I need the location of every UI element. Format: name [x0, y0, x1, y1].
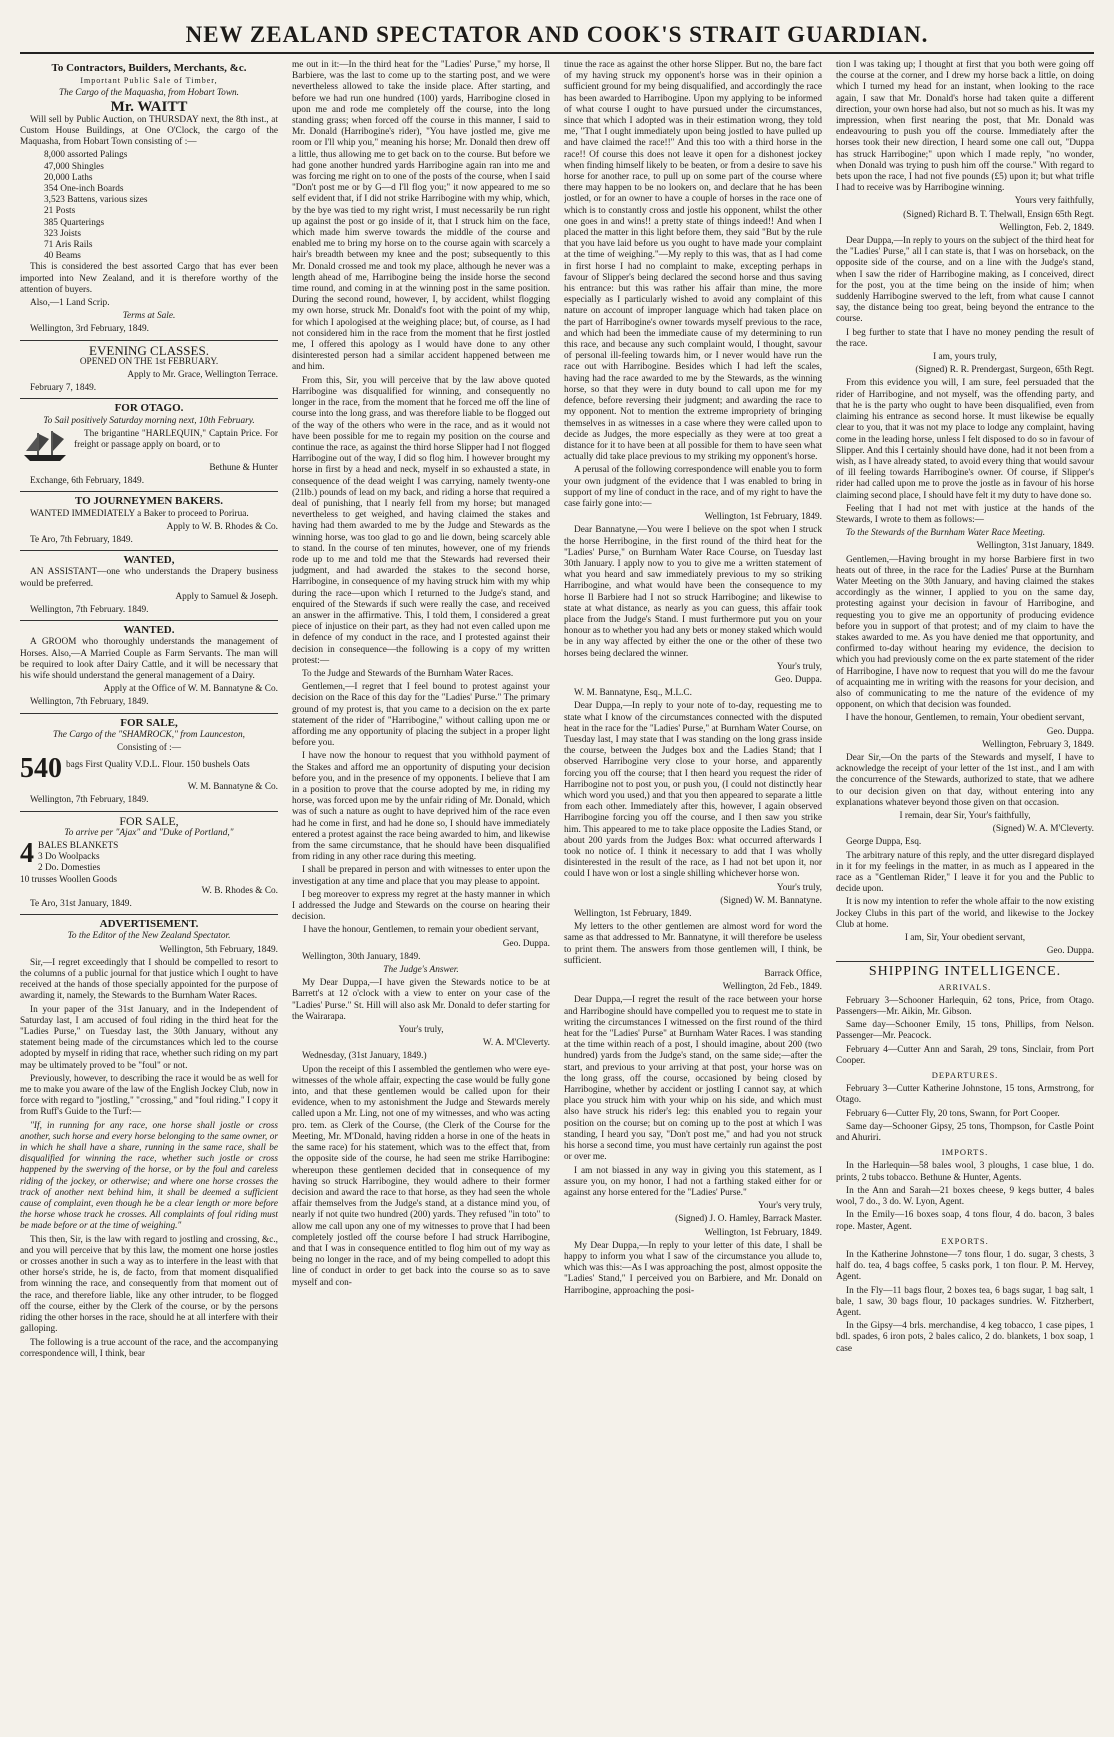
letter-closing: Your's truly,: [776, 882, 822, 893]
signature: (Signed) R. R. Prendergast, Surgeon, 65th Regt.: [915, 365, 1094, 376]
list-item: In the Gipsy—4 brls. merchandise, 4 keg tobacco, 1 case pipes, 1 bdl. spades, 6 iron pots, 2 bales calico, 2 do. blankets, 1 box soap, 1 case: [836, 1321, 1094, 1354]
divider: [20, 491, 278, 492]
list-item: 21 Posts: [44, 206, 76, 217]
paragraph: I am not biassed in any way in giving you this statement, as I assure you, on my honor, I had not a farthing staked either for or against any horse entered for the "Ladies' Purse.": [564, 1165, 822, 1198]
divider: [20, 340, 278, 341]
list-item: 10 trusses Woollen Goods: [20, 874, 117, 885]
waitt-also: Also,—1 Land Scrip.: [30, 298, 110, 309]
shipping-title: SHIPPING INTELLIGENCE.: [868, 964, 1062, 980]
signature: Geo. Duppa.: [1046, 946, 1094, 957]
paragraph: Dear Sir,—On the parts of the Stewards and myself, I have to acknowledge the receipt of your letter of the 1st inst., and I am with the concurrence of the Stewards, authorized to state, that we adhere to our decision given on that day, without entering into any explanations whatever beyond those given on that occasion.: [836, 752, 1094, 808]
sale1-consisting: Consisting of :—: [116, 742, 182, 753]
list-item: 8,000 assorted Palings: [44, 150, 128, 161]
waitt-tail: This is considered the best assorted Cargo that has ever been imported into New Zealand, and it is therefore worthy of the attention of buyers.: [20, 262, 278, 295]
letter-date: Wellington, 2d Feb., 1849.: [722, 982, 822, 993]
list-item: 3,523 Battens, various sizes: [44, 195, 148, 206]
letter-recipient: To the Judge and Stewards of the Burnham Water Races.: [302, 668, 514, 679]
waitt-date: Wellington, 3rd February, 1849.: [30, 324, 149, 335]
paragraph: Sir,—I regret exceedingly that I should be compelled to resort to the columns of a public journal for that justice which I ought to have received at the hands of those specially appointed for the purpose of awarding it, namely, the Stewards to the Burnham Water Races.: [20, 957, 278, 1002]
paragraph: "If, in running for any race, one horse shall jostle or cross another, such horse and every horse belonging to the same owner, or in which he shall have a share, running in the same race, shall be disqualified for winning the race, whether such jostle or cross happened by the swerving of the horse, or by the foul and careless riding of the jockey, or otherwise; and where one horse crosses the track of another next behind him, it shall be deemed a sufficient cause of complaint, even though he be a clear length or more before the horse whose track he crosses. All complaints of foul riding must be made before or at the time of weighing.": [20, 1120, 278, 1232]
letter-date: Wellington, February 3, 1849.: [982, 739, 1094, 750]
paragraph: From this, Sir, you will perceive that by the law above quoted Harribogine was disqualified for winning, and consequently no longer in the race, from the moment that he forced me off the line of course into the long grass, and was therefore liable to be flogged out of the way of the others who were in the race, and as it would not have been possible for me to regain my position on the course and continue the race, as against the third horse Slipper had I not flogged Harribogine out of the way, I did so flog him. I however brought my horse in first by a head and neck, myself in so exhausted a state, in consequence of the dead weight I was carrying, namely twenty-one (21lb.) pounds of lead on my back, and riding a horse that required a deal of punishing, that I nearly fell from my horse; but managed nevertheless to get weighed, and having claimed the stakes and having had them awarded to me by the Judge and Stewards as the winning horse, was too glad to go and lie down, being scarcely able to stand. In the course of ten minutes, however, one of my friends rode up to me and told me that the Stewards had reversed their judgment, and had awarded the stakes to the second horse, Harribogine, in consequence of my having struck him with my whip during the race—upon which I returned to the Judge's stand, and enquired of the Stewards if such were really the case, and received an answer in the affirmative. This, I told them, I considered a great piece of injustice on their part, as they had not even called upon me in defence of my conduct in the race, and I protested against their decision in consequence—the following is a copy of my written protest:—: [292, 375, 550, 666]
wanted2-heading: WANTED.: [123, 624, 175, 637]
list-item: In the Ann and Sarah—21 boxes cheese, 9 kegs butter, 4 bales wool, 7 do., 3 do. W. Lyon, Agent.: [836, 1185, 1094, 1208]
signature: (Signed) W. A. M'Cleverty.: [992, 824, 1094, 835]
letter-date: Wellington, 31st January, 1849.: [976, 541, 1094, 552]
waitt-cargo: The Cargo of the Maquasha, from Hobart Town.: [58, 88, 240, 99]
paragraph: My Dear Duppa,—I have given the Stewards notice to be at Barrett's at 12 o'clock with a view to enter on your case of the "Ladies' Purse." St. Hill will also ask Mr. Donald to defer starting for the Wairarapa.: [292, 978, 550, 1022]
otago-subheading: To Sail positively Saturday morning next, 10th February.: [43, 415, 255, 426]
waitt-name: Mr. WAITT: [110, 98, 188, 115]
signature: Geo. Duppa.: [502, 938, 550, 949]
paragraph: I beg moreover to express my regret at the hasty manner in which I addressed the Judge and Stewards on the course on hearing their decision.: [292, 889, 550, 923]
column-1: [20, 60, 278, 1710]
signature: (Signed) W. M. Bannatyne.: [720, 895, 822, 906]
letter-date: Wellington, 1st February, 1849.: [704, 512, 822, 523]
paragraph: tion I was taking up; I thought at first that you both were going off the course at the corner, and I drew my horse back a little, on doing which I turned my head for an instant, when looking to the race again, I saw that Mr. Donald's horse had taken quite a different direction, your own horse had also, but not so much as his. It was my impression, when first nearing the post, that Mr. Donald was endeavouring to push you off the course. Immediately after the horses took their new direction, I heard some one call out, "Duppa has struck Harribogine;" upon which I made reply, "no wonder, when Donald was trying to push him off the course." With regard to bets upon the race, I had not five pounds (£5) upon it; but what trifle I had to receive was by Harribogine winning.: [836, 60, 1094, 194]
paragraph: Dear Bannatyne,—You were I believe on the spot when I struck the horse Herribogine, in the first round of the third heat for the "Ladies' Purse," on Burnham Water Race Course, on Tuesday last 30th January. I apply now to you to give me a written statement of what you heard and saw immediately previous to my so striking Harribogine, and what would have been the consequence to my horse Il Barbiere had I not so struck Harribogine; and likewise to state at what distance, as nearly as you can guess, this affair took place from the Judge's Stand. I must furthermore put you on your honour as to whether you had any bets or money staked which would be in any way affected by either the one or the other of these two horses being declared the winner.: [564, 525, 822, 659]
waitt-heading: To Contractors, Builders, Merchants, &c.: [51, 62, 247, 74]
sale1-subheading: The Cargo of the "SHAMROCK," from Launceston,: [52, 729, 246, 740]
divider: [20, 620, 278, 621]
divider: [20, 398, 278, 399]
evening-apply: Apply to Mr. Grace, Wellington Terrace.: [127, 370, 278, 381]
divider: [20, 550, 278, 551]
paragraph: me out in it:—In the third heat for the "Ladies' Purse," my horse, Il Barbiere, was the last to come up to the starting post, and we were nevertheless allowed to take the inside place. After starting, and before we had run one hundred (100) yards, Harribogine closed in upon me and rode me completely off the course, into the long standing grass; when forced off the course in this manner, I said to Mr. Donald (Harribogine's rider), "You have jostled me, give me room or I'll whip you," meaning his horse; Mr. Donald then drew off a little, thus allowing me to get back on to the course. But before we had gone another hundred yards Harribogine again ran into me and was forcing me right on to one of the posts of the course, when I said "Don't post me or by G—d I'll flog you;" it now appeared to me so self evident that, if I did not strike Harribogine with my whip, which, by the bye was tied to my right wrist, I must necessarily be run right up against the post or go inside of it, that I struck him on the face, which made him swerve towards the middle of the course and enabled me to bring my horse on to the course again with scarcely a hair's breadth between my knee and the post; subsequently to this Mr. Donald crossed me and took my place, although he never was a length ahead of me, Harribogine being the inside horse the second time round, and coming in at the winning post in the same position. During the second round, however, I, by accident, whilst flogging my own horse, struck Mr. Donald's foot with the point of my whip, for which I apologised at the weighing place; but, of course, as I had not considered him in the race from the moment that he first jostled me, I offered this apology as I would have done to any other disinterested person had a similar accident happened between me and him.: [292, 60, 550, 373]
sale1-number: 540: [20, 756, 62, 783]
paragraph: This then, Sir, is the law with regard to jostling and crossing, &c., and you will perceive that by this law, the moment one horse jostles or crosses another in such a way as to interfere in the least with that other horse's stride, he is, de facto, from that moment disqualified from winning the race, and consequently from that moment out of the race, and therefore liable, like any other intruder, to be flogged off the course, either by the Clerk of the course, or by the persons riding the other horses in the race, should he at all interfere with their galloping.: [20, 1234, 278, 1335]
paragraph: A perusal of the following correspondence will enable you to form your own judgment of the evidence that I was enabled to bring in support of my line of conduct in the race, and of my right to have the case fairly gone into:—: [564, 465, 822, 509]
list-item: 71 Aris Rails: [44, 240, 93, 251]
bakers-date: Te Aro, 7th February, 1849.: [30, 534, 133, 545]
sale2-agent: W. B. Rhodes & Co.: [201, 885, 278, 896]
letter-date: Wellington, Feb. 2, 1849.: [999, 222, 1094, 233]
list-item: 20,000 Laths: [44, 172, 93, 183]
signature: (Signed) J. O. Hamley, Barrack Master.: [675, 1214, 822, 1225]
list-item: 323 Joists: [44, 228, 81, 239]
divider: [20, 811, 278, 812]
list-item: 354 One-inch Boards: [44, 184, 124, 195]
paragraph: From this evidence you will, I am sure, feel persuaded that the rider of Harribogine, and not myself, was the offending party, and that he is the party who ought to have been disqualified, even from claiming his entrance as second horse. It must likewise be equally clear to you, that it was not my place to lodge any complaint, having come in the leading horse, unless I felt disposed to do so in favour of Slipper. And this I certainly should have done, had it not been from a wish, as I have already stated, to avoid every thing that would savour of ill feeling towards Harribogine's owner. Of course, if Slipper's rider had called upon me to prove the jostle as in favour of his horse claiming second place, I should have felt it my duty to have done so.: [836, 378, 1094, 501]
list-item: BALES BLANKETS: [38, 840, 119, 851]
letter-date: Wednesday, (31st January, 1849.): [302, 1051, 427, 1062]
advert-heading: ADVERTISEMENT.: [99, 918, 199, 931]
signature: Geo. Duppa.: [1046, 726, 1094, 737]
wanted1-apply: Apply to Samuel & Joseph.: [175, 591, 278, 602]
bakers-apply: Apply to W. B. Rhodes & Co.: [166, 521, 278, 532]
evening-body: OPENED ON THE 1st FEBRUARY.: [79, 356, 219, 367]
paragraph: In your paper of the 31st January, and in the Independent of Saturday last, I am accused of foul riding in the third heat for the "Ladies Purse," on Tuesday last, the 30th January, without any statement being made of the circumstances which led to the course adopted by myself in riding that race, whether such riding on my part may be ultimately proved to be "foul" or not.: [20, 1004, 278, 1071]
divider: [20, 713, 278, 714]
list-item: 2 Do. Domesties: [38, 863, 101, 874]
sale2-number: 4: [20, 840, 34, 869]
paragraph: Dear Duppa,—In reply to yours on the subject of the third heat for the "Ladies' Purse," all I can state is, that I was on horseback, on the opposite side of the course, and on a line with the Judge's stand, when I saw the rider of Harribogine making, as I conceived, direct for the post, you at the time being on the inside of him; when suddenly Harribogine swerved to the left, from what cause I cannot say, the distance being too great, being beyond the entrance to the course.: [836, 236, 1094, 325]
paragraph: Gentlemen,—I regret that I feel bound to protest against your decision on the Race of this day for the "Ladies' Purse." The primary ground of my protest is, that you came to a decision on the ex parte statement of the rider of "Harribogine," without calling upon me or affording me any opportunity of placing the subject in a proper light before you.: [292, 682, 550, 749]
letter-date: Wellington, 30th January, 1849.: [302, 951, 421, 962]
list-item: In the Fly—11 bags flour, 2 boxes tea, 6 bags sugar, 1 bag salt, 1 bale, 1 saw, 30 bags flour, 10 packages sundries. W. Fitzherbert, Agent.: [836, 1285, 1094, 1318]
letter-closing: I am, Sir, Your obedient servant,: [904, 933, 1026, 944]
list-item: In the Emily—16 boxes soap, 4 tons flour, 4 do. bacon, 3 bales rope. Master, Agent.: [836, 1210, 1094, 1232]
paragraph: Gentlemen,—Having brought in my horse Barbiere first in two heats out of three, in the race for the Ladies' Purse at the Burnham Water Meeting on the 30th January, and having claimed the stakes accordingly as the winner, I applied to you on the same day, protesting against your decision in favour of Harribogine, and requesting you to give me an opportunity of producing evidence before you in support of that protest; and of my claim to have the stakes awarded to me. As you have denied me that opportunity, and confirmed to-day without hearing my evidence, the decision to which you had previously come on the ex parte statement of the rider of Harribogine, I have now to request that you will do me the favour of acquainting me in writing with the reasons for your decision, and also of communicating to me the nature of the evidence of my opponent, on which that decision was founded.: [836, 554, 1094, 711]
sale1-agent: W. M. Bannatyne & Co.: [187, 782, 278, 793]
paragraph: Previously, however, to describing the race it would be as well for me to make you aware of the law of the English Jockey Club, now in force with regard to "jostling," "crossing," and "foul riding." I copy it from Ruff's Guide to the Turf:—: [20, 1073, 278, 1118]
column-3: [564, 60, 822, 1710]
list-item: In the Harlequin—58 bales wool, 3 ploughs, 1 case blue, 1 do. prints, 2 tubs tobacco. Bethune & Hunter, Agents.: [836, 1161, 1094, 1183]
ship-icon: [20, 429, 70, 463]
wanted2-apply: Apply at the Office of W. M. Bannatyne & Co.: [103, 684, 278, 695]
paragraph: Feeling that I had not met with justice at the hands of the Stewards, I wrote to them as follows:—: [836, 503, 1094, 525]
bakers-heading: TO JOURNEYMEN BAKERS.: [74, 495, 223, 508]
letter-closing: I have the honour, Gentlemen, to remain your obedient servant,: [303, 925, 539, 936]
sale1-heading: FOR SALE,: [120, 716, 178, 729]
letter-closing: Your's truly,: [776, 661, 822, 672]
letter-recipient: To the Stewards of the Burnham Water Race Meeting.: [846, 528, 1046, 539]
imports-heading: IMPORTS.: [941, 1147, 989, 1158]
letter-closing: I remain, dear Sir, Your's faithfully,: [899, 811, 1031, 821]
list-item: 40 Beams: [44, 251, 81, 262]
divider: [836, 961, 1094, 962]
letter-closing: I am, yours truly,: [933, 352, 997, 363]
waitt-subheading: Important Public Sale of Timber,: [80, 76, 218, 86]
letter-closing: Yours very faithfully,: [1014, 196, 1094, 207]
paragraph: I shall be prepared in person and with witnesses to enter upon the investigation at any time and place that you may please to appoint.: [292, 865, 550, 887]
sale2-subheading: To arrive per "Ajax" and "Duke of Portland,": [64, 827, 234, 838]
sale2-items-block: [20, 841, 278, 886]
waitt-terms: Terms at Sale.: [122, 311, 176, 322]
list-item: Same day—Schooner Emily, 15 tons, Phillips, from Nelson. Passenger—Mr. Peacock.: [836, 1020, 1094, 1042]
list-item: February 6—Cutter Fly, 20 tons, Swann, for Port Cooper.: [846, 1108, 1060, 1119]
otago-body: The brigantine "HARLEQUIN," Captain Price. For freight or passage apply on board, or to: [74, 428, 278, 451]
paragraph: My Dear Duppa,—In reply to your letter of this date, I shall be happy to inform you what I saw of the circumstance you allude to, which was this:—As I was approaching the post, almost opposite the "Ladies' Stand," I perceived you on Barbiere, and Mr. Donald on Harribogine, approaching the posi-: [564, 1240, 822, 1296]
columns: [20, 60, 1094, 1710]
waitt-body: Will sell by Public Auction, on THURSDAY next, the 8th inst., at Custom House Buildings, at One O'Clock, the cargo of the Maquasha, from Hobart Town consisting of :—: [20, 114, 278, 148]
column-2: [292, 60, 550, 1710]
paragraph: Dear Duppa,—I regret the result of the race between your horse and Harribogine should have compelled you to request me to state in writing the circumstances I witnessed on the first round of the third heat for the "Ladies' Purse" at Burnham Water Races. I was standing at the time within reach of a post, I should imagine, about 200 (two hundred) yards from the Judge's stand, on the same side;—after the start, and previous to your arriving at that post, your horse was on the long grass, off the course, occasioned by being closed by Harribogine, whether by accident or jostling I cannot say, at which place you struck him with your whip on his side, and which must also have struck his rider's leg: this enabled you to regain your position on the course; but on coming up to the post at which I was standing, I heard you say, "Don't post me," and had you not struck his horse a second time, you must have certainly run against the post or over me.: [564, 995, 822, 1163]
paragraph: My letters to the other gentlemen are almost word for word the same as that addressed to Mr. Bannatyne, it will therefore be useless to print them. The answers from those gentlemen will, I think, be sufficient.: [564, 922, 822, 966]
letter-recipient: George Duppa, Esq.: [846, 837, 922, 848]
departures-heading: DEPARTURES.: [931, 1070, 999, 1081]
signature: Geo. Duppa.: [774, 674, 822, 685]
sale2-date: Te Aro, 31st January, 1849.: [30, 898, 132, 909]
letter-date: Wellington, 1st February, 1849.: [704, 1227, 822, 1238]
letter-closing: Your's very truly,: [758, 1201, 822, 1212]
sale1-date: Wellington, 7th February, 1849.: [30, 795, 149, 806]
paragraph: Dear Duppa,—In reply to your note of to-day, requesting me to state what I know of the circumstances connected with the disputed heat in the race for the "Ladies' Purse," at Burnham Water Course, on Tuesday last, I may state that I was standing on the long grass inside the course, between the Judges box and the Ladies Stand; that I observed Harribogine very close to your horse, and apparently forcing you off the course; that I then heard you request the rider of Harribogine not to post you, or push you, (I could not distinctly hear which word you used,) and that you then appeared to separate a little from each other. Immediately after this, however, I again observed Harribogine forcing you off the course, and I then saw you strike him. This appeared to me to take place opposite the Ladies Stand, or about 200 yards from the Judges Box: what occurred afterwards I took no notice of. I think it necessary to add that I was wholly disinterested in the result of the race, as I had not bet upon it, nor could I have won or lost a single shilling whichever horse won.: [564, 701, 822, 880]
exports-heading: EXPORTS.: [941, 1235, 989, 1246]
signature: W. A. M'Cleverty.: [482, 1038, 550, 1049]
list-item: February 3—Schooner Harlequin, 62 tons, Price, from Otago. Passengers—Mr. Aikin, Mr. Gibson.: [836, 995, 1094, 1018]
otago-date: Exchange, 6th February, 1849.: [30, 476, 145, 487]
signature: (Signed) Richard B. T. Thelwall, Ensign 65th Regt.: [903, 209, 1094, 220]
paragraph: Upon the receipt of this I assembled the gentlemen who were eye-witnesses of the whole affair, expecting the case would be fully gone into, and that these gentlemen would be called upon for their evidence, when to my astonishment the Judge and Stewards merely called upon a Mr. Ling, not one of my witnesses, and who was acting pro. tem. as Clerk of the Course, (the Clerk of the Course for the Meeting, Mr. M'Donald, having ridden a horse in one of the heats in the same race) for his statement, which was to the effect that, from the opposite side of the course, he had seen me strike Harribogine: whereupon these gentlemen decided that in consequence of my having so struck Harribogine, they would adhere to their former decision and award the race to that horse, as they had seen the whole affair themselves from the Judge's stand, at a distance mind you, of nearly if not quite two hundred (200) yards. They refused "in toto" to allow me call upon any one of my witnesses to prove that I had been completely jostled off the course before I had struck Harribogine, and that I was in consequence entitled to flog him out of my way as being no longer in the race, and of my being compelled to adopt this line of conduct in order to get back into the course so as to save myself and con-: [292, 1064, 550, 1288]
sale2-heading: FOR SALE,: [119, 813, 179, 828]
wanted2-date: Wellington, 7th February, 1849.: [30, 697, 149, 708]
paragraph: I have now the honour to request that you withhold payment of the Stakes and afford me an opportunity of disputing your decision before you, and in the presence of my opponents. I believe that I am in a position to prove that the course adopted by me, in riding my horse, was forced upon me by the unfair riding of Mr. Donald, which was of such a nature as ought to have deprived him of the race even had he come in first, and had he done so, I should have immediately entered a protest against the race being awarded to him, and likewise from the same circumstance, that he should have been disqualified from riding in any other race during this meeting.: [292, 751, 550, 863]
letter-closing: I have the honour, Gentlemen, to remain, Your obedient servant,: [845, 713, 1085, 724]
arrivals-heading: ARRIVALS.: [938, 981, 992, 992]
letter-recipient: W. M. Bannatyne, Esq., M.L.C.: [574, 688, 692, 699]
sale1-items-block: [20, 756, 278, 782]
list-item: February 3—Cutter Katherine Johnstone, 15 tons, Armstrong, for Otago.: [836, 1084, 1094, 1106]
otago-agent: Bethune & Hunter: [209, 462, 278, 473]
list-item: 47,000 Shingles: [44, 161, 104, 172]
list-item: 385 Quarterings: [44, 217, 105, 228]
masthead: NEW ZEALAND SPECTATOR AND COOK'S STRAIT GUARDIAN.: [185, 22, 929, 47]
advert-to: To the Editor of the New Zealand Spectator.: [67, 931, 231, 942]
list-item: In the Katherine Johnstone—7 tons flour, 1 do. sugar, 3 chests, 3 half do. tea, 4 bags coffee, 5 casks pork, 1 ton flour. P. M. Hervey, Agent.: [836, 1249, 1094, 1283]
waitt-items: [20, 150, 278, 262]
masthead-rule: [20, 52, 1094, 54]
wanted1-body: AN ASSISTANT—one who understands the Drapery business would be preferred.: [20, 567, 278, 589]
otago-heading: FOR OTAGO.: [114, 402, 184, 415]
advert-date: Wellington, 5th February, 1849.: [159, 944, 278, 955]
letter-closing: Your's truly,: [398, 1025, 444, 1036]
letter-date: Wellington, 1st February, 1849.: [574, 909, 692, 920]
paragraph: It is now my intention to refer the whole affair to the now existing Jockey Clubs in this part of the world, and likewise to the Jockey Club at home.: [836, 897, 1094, 930]
wanted2-body: A GROOM who thoroughly understands the management of Horses. Also,—A Married Couple as Farm Servants. The man will be required to look after Dairy Cattle, and it will be necessary that his wife should understand the general management of a Dairy.: [20, 637, 278, 681]
letter-location: Barrack Office,: [764, 969, 822, 980]
evening-date: February 7, 1849.: [30, 383, 97, 394]
paragraph: I beg further to state that I have no money pending the result of the race.: [836, 327, 1094, 349]
column-4: [836, 60, 1094, 1710]
answer-heading: The Judge's Answer.: [383, 965, 459, 976]
sale1-items: bags First Quality V.D.L. Flour. 150 bushels Oats: [66, 760, 250, 771]
divider: [20, 914, 278, 915]
wanted1-heading: WANTED,: [123, 554, 175, 567]
bakers-body: WANTED IMMEDIATELY a Baker to proceed to Porirua.: [30, 508, 249, 519]
list-item: 3 Do Woolpacks: [38, 852, 100, 863]
paragraph: tinue the race as against the other horse Slipper. But no, the bare fact of my having struck my opponent's horse was in their opinion a sufficient ground for my being disqualified, and accordingly the race has been awarded to Harribogine. Upon my applying to be informed of what course I ought to have pursued under the circumstances, since that which I adopted was in their estimation wrong, they told me, "That I ought immediately upon being jostled to have pulled up and have claimed the race!!" And this too with a third horse in the race!! Of course this does not leave it open for a dishonest jockey when finding himself likely to be beaten, or from a desire to save his horse for another race, to pull up on some part of the course where there may happen to be no lookers on, and declare that he has been jostled, or for an owner to have a couple of horses in the race one of which is to constantly cross and jostle his opponent, whilst the other one goes in and wins!! a pretty state of things indeed!! And when I placed the matter in this light before them, they said "But by the rule that you have laid before us you ought to have made your complaint at the time of weighing."—My reply to this was, that as I had come in first horse I had no complaint to make, excepting perhaps in favour of Slipper's being declared the second horse and thus saving his entrance: but this was rather his affair than mine, the more especially as I particularly wished to avoid any complaint of this nature on account of improper language which had taken place on the part of Harribogine's owner towards myself previous to the race, and which had been the immediate cause of my determining to run this race, and because any such complaint would, I thought, savour of personal ill-feeling towards him, or I never would have run the race out with Harribogine. Besides which I had left the scales, having had the race awarded to me by the Stewards, as the winning horse, so that they were in duty bound to call upon me for my defence, before reversing their judgment; and awarding the race to my opponent. Not to mention the extreme impropriety of bringing themselves in as witnesses in a case where they were called upon to decide as Judges, the more especially as they were at too great a distance for it to have been at all possible for them to have seen what actually did take place previous to my striking my opponent's horse.: [564, 60, 822, 463]
wanted1-date: Wellington, 7th February. 1849.: [30, 604, 149, 615]
newspaper-page: [20, 0, 1094, 1719]
paragraph: The arbitrary nature of this reply, and the utter disregard displayed in it for my feelings in the matter, in as much as I appeared in the race as a "Gentleman Rider," I leave it for you and the Public to decide upon.: [836, 850, 1094, 895]
list-item: February 4—Cutter Ann and Sarah, 29 tons, Sinclair, from Port Cooper.: [836, 1044, 1094, 1066]
list-item: Same day—Schooner Gipsy, 25 tons, Thompson, for Castle Point and Ahuriri.: [836, 1121, 1094, 1144]
evening-heading: EVENING CLASSES.: [89, 342, 209, 358]
paragraph: The following is a true account of the race, and the accompanying correspondence will, I think, bear: [20, 1337, 278, 1359]
